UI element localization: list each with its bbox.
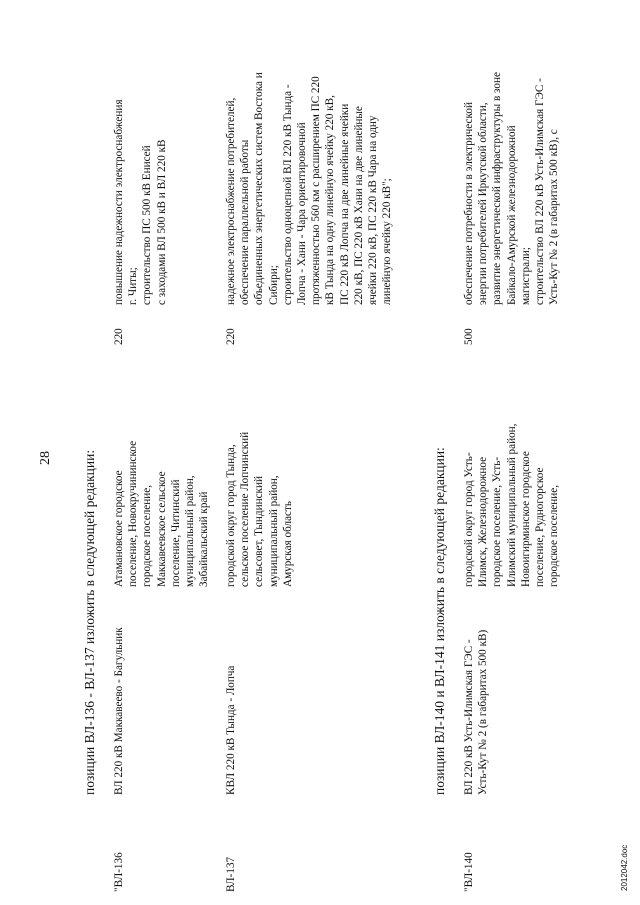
text-line: Лопча - Хани - Чара ориентировочной	[296, 122, 309, 305]
text-line: муниципальный район,	[184, 475, 197, 587]
text-line: Усть-Кут № 2 (в габаритах 500 кВ)	[477, 629, 490, 795]
text-line: развитие энергетической инфраструктуры в зоне	[491, 72, 504, 305]
text-line: Усть-Кут № 2 (в габаритах 500 кВ), с	[548, 129, 561, 305]
text-line: кВ Тында на одну линейную ячейку 220 кВ,	[324, 95, 337, 305]
text-line: строительство ПС 500 кВ Енисей	[141, 145, 154, 305]
text-line: ПС 220 кВ Лопча на две линейные ячейки	[338, 103, 351, 305]
text-line: сельсовет, Тындинский	[253, 476, 266, 587]
territory-description	[462, 377, 561, 587]
text-line: городское поселение,	[141, 485, 154, 587]
text-line: энергии потребителей Иркутской области,	[477, 102, 490, 305]
text-line: Илимск, Железнодорожное	[477, 456, 490, 587]
text-line: городское поселение, Усть-	[491, 456, 504, 587]
text-line: линейную ячейку 220 кВ";	[381, 178, 394, 305]
page-number: 28	[38, 451, 53, 465]
text-line: Маккавеевское сельское	[155, 471, 168, 587]
text-line: обеспечение параллельной работы	[239, 139, 252, 305]
text-line: городской округ город Усть-	[463, 452, 475, 587]
text-line: поселение, Читинский	[169, 479, 182, 587]
text-line: муниципальный район,	[267, 475, 280, 587]
text-line: городское поселение,	[548, 485, 561, 587]
text-line: ВЛ 220 кВ Усть-Илимская ГЭС -	[463, 639, 475, 795]
document-filename: 2012042.doc	[620, 844, 629, 891]
purpose-description	[462, 15, 561, 305]
text-line: ячейки 220 кВ, ПС 220 кВ Чара на одну	[367, 115, 380, 305]
text-line: строительство ВЛ 220 кВ Усть-Илимская ГЭС -	[534, 78, 547, 305]
text-line: КВЛ 220 кВ Тында - Лопча	[225, 665, 237, 795]
section-heading-2: позиции ВЛ-140 и ВЛ-141 изложить в следующей редакции:	[432, 447, 447, 795]
row-code: "ВЛ-140	[463, 852, 475, 892]
purpose-description	[112, 15, 169, 305]
territory-description	[112, 377, 211, 587]
text-line: строительство одноцепной ВЛ 220 кВ Тында -	[281, 84, 294, 305]
section-heading-1: позиции ВЛ-136 - ВЛ-137 изложить в следующей редакции:	[82, 449, 97, 795]
line-name	[224, 595, 238, 795]
line-name	[462, 595, 490, 795]
text-line: Забайкальский край	[198, 491, 211, 587]
text-line: 220 кВ, ПС 220 кВ Хани на две линейные	[352, 106, 365, 305]
text-line: Байкало-Амурской железнодорожной	[505, 125, 518, 305]
text-line: протяженностью 560 км с расширением ПС 220	[310, 76, 323, 305]
text-line: повышение надежности электроснабжения	[113, 99, 125, 305]
text-line: магистрали;	[519, 247, 532, 305]
text-line: Сибири;	[267, 265, 280, 305]
text-line: Амурская область	[281, 501, 294, 587]
text-line: поселение, Новокручининское	[127, 440, 140, 587]
text-line: объединенных энергетических систем Востока и	[253, 72, 266, 305]
voltage-value: 220	[225, 328, 237, 345]
row-code: ВЛ-137	[225, 856, 237, 892]
text-line: Атамановское городское	[113, 470, 125, 587]
text-line: с заходами ВЛ 500 кВ и ВЛ 220 кВ	[155, 139, 168, 305]
territory-description	[224, 377, 295, 587]
line-name	[112, 595, 126, 795]
text-line: поселение, Рудногорское	[534, 467, 547, 587]
text-line: Илимский муниципальный район,	[505, 423, 518, 587]
voltage-value: 500	[463, 328, 475, 345]
text-line: надежное электроснабжение потребителей,	[225, 97, 237, 305]
text-line: сельское поселение Лопчинский	[239, 431, 252, 587]
text-line: г. Читы;	[127, 267, 140, 305]
row-code: "ВЛ-136	[113, 852, 125, 892]
text-line: Новоигирминское городское	[519, 451, 532, 587]
text-line: городской округ город Тында,	[225, 444, 237, 587]
voltage-value: 220	[113, 328, 125, 345]
text-line: ВЛ 220 кВ Маккавеево - Багульник	[113, 627, 125, 795]
text-line: обеспечение потребности в электрической	[463, 102, 475, 305]
purpose-description	[224, 15, 394, 305]
